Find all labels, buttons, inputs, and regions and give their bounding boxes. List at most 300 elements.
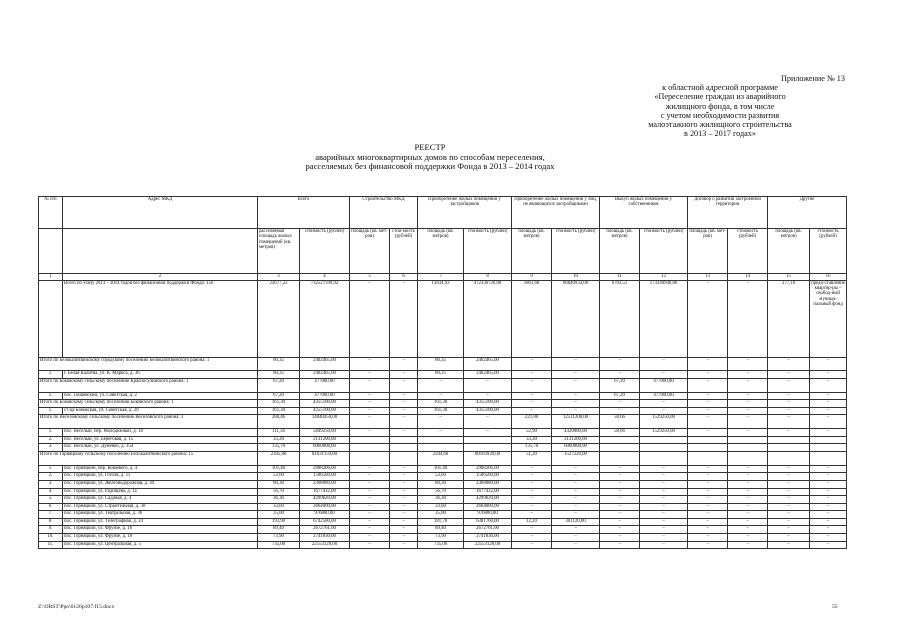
row-value: – xyxy=(350,280,390,357)
row-value: 976800,00 xyxy=(464,511,512,519)
total-row xyxy=(39,280,847,357)
header-area-resettled: расселяемая площадь жилых помещений (кв. метров) xyxy=(258,229,300,274)
row-value: – xyxy=(640,526,688,534)
row-value: – xyxy=(512,392,552,400)
row-value: – xyxy=(688,429,728,437)
row-value: 22553128,00 xyxy=(300,541,350,549)
table-row xyxy=(39,465,847,473)
table-row xyxy=(39,518,847,526)
row-number: 2. xyxy=(39,436,63,444)
row-value: – xyxy=(810,465,847,473)
row-value: – xyxy=(688,473,728,481)
row-value: – xyxy=(640,534,688,542)
row-value: 51,20 xyxy=(512,451,552,465)
row-value: – xyxy=(552,496,600,504)
row-number xyxy=(39,280,63,357)
row-value xyxy=(350,436,390,444)
row-value: – xyxy=(768,392,810,400)
row-value: – xyxy=(552,371,600,379)
row-number: 6. xyxy=(39,503,63,511)
row-value xyxy=(768,436,810,444)
row-value xyxy=(768,444,810,452)
row-value: – xyxy=(688,526,728,534)
row-value: 35,00 xyxy=(418,511,464,519)
row-value: – xyxy=(728,473,768,481)
row-value: – xyxy=(390,429,418,437)
row-value: – xyxy=(728,400,768,407)
row-value xyxy=(600,451,640,465)
row-label: Итого по Боковскому сельскому поселению Боковского района: 1 xyxy=(39,400,258,407)
row-number: 10. xyxy=(39,534,63,542)
row-value: – xyxy=(728,429,768,437)
row-value: – xyxy=(688,407,728,415)
row-value: 2988206,00 xyxy=(464,465,512,473)
row-number: 3. xyxy=(39,444,63,452)
row-number: 1. xyxy=(39,407,63,415)
row-value: – xyxy=(810,407,847,415)
row-value: – xyxy=(464,429,512,437)
header-address: Адрес МКД xyxy=(63,197,258,229)
header-area: площадь (кв. мет-ров) xyxy=(688,229,728,274)
row-value: – xyxy=(418,429,464,437)
row-value: – xyxy=(768,407,810,415)
row-value: 56,70 xyxy=(418,488,464,496)
row-value: 58,66 xyxy=(600,415,640,429)
row-value xyxy=(810,451,847,465)
row-value: 735,00 xyxy=(418,541,464,549)
row-value xyxy=(418,436,464,444)
row-value: – xyxy=(810,534,847,542)
row-value xyxy=(810,436,847,444)
row-value: 80,35 xyxy=(258,357,300,371)
row-value: – xyxy=(810,392,847,400)
row-value: 67,20 xyxy=(258,392,300,400)
row-value: – xyxy=(810,518,847,526)
row-value: – xyxy=(418,378,464,392)
row-value: 181,70 xyxy=(418,518,464,526)
row-value: – xyxy=(728,371,768,379)
row-number: 2. xyxy=(39,473,63,481)
row-value: 1586560,00 xyxy=(300,473,350,481)
table-row xyxy=(39,473,847,481)
row-value: – xyxy=(688,496,728,504)
row-value: – xyxy=(810,415,847,429)
row-value: 53,60 xyxy=(258,473,300,481)
row-value: 53,60 xyxy=(418,473,464,481)
row-value: 1861,68 xyxy=(512,280,552,357)
row-value: – xyxy=(728,526,768,534)
row-value: 111,56 xyxy=(258,429,300,437)
row-value: – xyxy=(728,392,768,400)
row-value: – xyxy=(418,392,464,400)
column-number: 13 xyxy=(688,274,728,281)
footer-file-path: Z:\ORST\Ppo\0126p107.f15.docx xyxy=(38,604,115,610)
row-value: – xyxy=(728,496,768,504)
row-value: 2368080,00 xyxy=(300,480,350,488)
row-value: – xyxy=(810,503,847,511)
row-value: – xyxy=(600,511,640,519)
subtotal-row xyxy=(39,451,847,465)
row-value: – xyxy=(552,407,600,415)
column-number: 15 xyxy=(768,274,810,281)
header-row-subcolumns xyxy=(39,229,847,274)
row-value: – xyxy=(810,541,847,549)
row-value: – xyxy=(512,371,552,379)
row-value: – xyxy=(390,392,418,400)
row-value: – xyxy=(810,496,847,504)
table-row xyxy=(39,503,847,511)
row-value: – xyxy=(640,473,688,481)
row-value xyxy=(640,451,688,465)
header-buyout: Выкуп жилых помещений у собственников xyxy=(600,197,688,229)
row-value: 161,30 xyxy=(258,400,300,407)
column-number: 2 xyxy=(63,274,258,281)
row-value: – xyxy=(768,371,810,379)
row-value: – xyxy=(350,400,390,407)
column-number: 1 xyxy=(39,274,63,281)
row-value: – xyxy=(688,465,728,473)
row-value: – xyxy=(768,429,810,437)
row-value: 277,10 xyxy=(768,280,810,357)
row-value: – xyxy=(350,357,390,371)
row-value: 2344,60 xyxy=(418,451,464,465)
header-area: площадь (кв. метров) xyxy=(418,229,464,274)
row-value: – xyxy=(810,526,847,534)
row-value: – xyxy=(600,503,640,511)
row-value: – xyxy=(640,407,688,415)
row-value xyxy=(688,444,728,452)
row-value: 6703,51 xyxy=(600,280,640,357)
row-value: 101,40 xyxy=(258,465,300,473)
row-value: – xyxy=(552,392,600,400)
row-value: 193,90 xyxy=(258,518,300,526)
row-value: – xyxy=(810,429,847,437)
row-value xyxy=(728,436,768,444)
row-value: – xyxy=(390,407,418,415)
row-value: 1677432,00 xyxy=(300,488,350,496)
appendix-line: малоэтажного жилищного строительства xyxy=(648,120,792,130)
row-value: – xyxy=(600,480,640,488)
row-value: – xyxy=(390,371,418,379)
row-value: 2672761,00 xyxy=(464,526,512,534)
row-number: 11. xyxy=(39,541,63,549)
appendix-line: к областной адресной программе xyxy=(662,83,778,93)
appendix-line: «Переселение граждан из аварийного xyxy=(654,92,786,102)
row-value xyxy=(768,451,810,465)
table-row xyxy=(39,511,847,519)
row-value: 33,20 xyxy=(512,436,552,444)
row-label: Итого по Белокалитвинскому городскому поселению Белокалитвинского района: 1 xyxy=(39,357,258,371)
row-label: пос. Веселый, пер. Молодежный, д. 18 xyxy=(63,429,258,437)
subtotal-row xyxy=(39,378,847,392)
row-label: ст-ца Боковская, ул. Советская, д. 29 xyxy=(63,407,258,415)
row-value: 732527599,92 xyxy=(300,280,350,357)
row-value: – xyxy=(768,518,810,526)
row-value: – xyxy=(512,407,552,415)
row-value: 361120,00 xyxy=(552,518,600,526)
row-value: – xyxy=(688,534,728,542)
row-value: – xyxy=(552,400,600,407)
row-value: – xyxy=(728,415,768,429)
row-value: 161,30 xyxy=(258,407,300,415)
header-construction: Строительство МКД xyxy=(350,197,418,229)
row-label: пос. Горняцкий, ул. Центральная, д. 5 xyxy=(63,541,258,549)
row-value: – xyxy=(600,465,640,473)
row-value: – xyxy=(390,480,418,488)
row-value: 73,90 xyxy=(418,534,464,542)
register-table xyxy=(38,196,847,549)
row-value: – xyxy=(600,407,640,415)
row-value: 22677,22 xyxy=(258,280,300,357)
row-number: 3. xyxy=(39,480,63,488)
row-label: пос. Горняцкий, ул. Фрунзе, д. 18 xyxy=(63,534,258,542)
row-value: – xyxy=(728,534,768,542)
row-value: – xyxy=(640,465,688,473)
row-number: 9. xyxy=(39,526,63,534)
row-value: 86840933,06 xyxy=(552,280,600,357)
row-label: Итого по Горняцкому сельскому поселению Белокалитвинского района: 15 xyxy=(39,451,258,465)
row-value: 12,20 xyxy=(512,518,552,526)
row-value: 67,20 xyxy=(258,378,300,392)
row-value: 4299620,00 xyxy=(300,496,350,504)
column-number: 7 xyxy=(418,274,464,281)
row-number: 8. xyxy=(39,518,63,526)
row-value: – xyxy=(728,378,768,392)
row-value: – xyxy=(512,503,552,511)
table-row xyxy=(39,407,847,415)
row-value: – xyxy=(512,496,552,504)
row-label: г. Белая Калитва, ул. К. Маркса, д. 36 xyxy=(63,371,258,379)
column-number: 3 xyxy=(258,274,300,281)
row-label: пос. Горняцкий, ул. Строительная, д. 38 xyxy=(63,503,258,511)
row-value: – xyxy=(688,541,728,549)
table-row xyxy=(39,488,847,496)
row-value: 161,30 xyxy=(418,407,464,415)
row-value: 80,30 xyxy=(258,480,300,488)
row-number: 4. xyxy=(39,488,63,496)
row-value: 1677432,00 xyxy=(464,488,512,496)
row-value: – xyxy=(728,511,768,519)
row-value: – xyxy=(640,518,688,526)
column-number: 12 xyxy=(640,274,688,281)
header-cost: стоимость (рублей) xyxy=(552,229,600,274)
row-value xyxy=(600,444,640,452)
row-value: 36,30 xyxy=(418,496,464,504)
row-value: – xyxy=(552,465,600,473)
row-value: 1586560,00 xyxy=(464,473,512,481)
row-value: – xyxy=(390,511,418,519)
row-value: – xyxy=(552,480,600,488)
row-value: – xyxy=(810,511,847,519)
row-value: – xyxy=(350,480,390,488)
row-value: – xyxy=(688,480,728,488)
row-value: 6060008,00 xyxy=(300,444,350,452)
column-number: 14 xyxy=(728,274,768,281)
row-value: – xyxy=(552,488,600,496)
row-value: 2402465,00 xyxy=(464,371,512,379)
table-row xyxy=(39,436,847,444)
row-value: – xyxy=(768,534,810,542)
header-area: площадь (кв. метров) xyxy=(768,229,810,274)
row-value: 4355100,00 xyxy=(300,400,350,407)
row-value: – xyxy=(810,371,847,379)
row-value: – xyxy=(390,534,418,542)
column-number: 5 xyxy=(350,274,390,281)
header-purchase-others: Приобретение жилых помещений у лиц, не являющихся застройщиками xyxy=(512,197,600,229)
table-row xyxy=(39,480,847,488)
header-area: площадь (кв. метров) xyxy=(512,229,552,274)
row-value: – xyxy=(768,400,810,407)
row-value: – xyxy=(728,541,768,549)
row-value: 73,90 xyxy=(258,534,300,542)
table-row xyxy=(39,444,847,452)
row-value: 2368080,00 xyxy=(464,480,512,488)
row-value: – xyxy=(552,378,600,392)
row-number: 1. xyxy=(39,392,63,400)
header-cost: стоимость (рублей) xyxy=(300,229,350,274)
row-value: 52,90 xyxy=(512,429,552,437)
row-value xyxy=(418,444,464,452)
row-label: пос. Горняцкий, ул. Радищева, д. 1а xyxy=(63,488,258,496)
row-value: 6742580,00 xyxy=(300,518,350,526)
row-value: – xyxy=(350,392,390,400)
row-value: 56,70 xyxy=(258,488,300,496)
row-value: 33,60 xyxy=(258,503,300,511)
row-value: – xyxy=(810,400,847,407)
row-label: пос. Горняцкий, ул. Железнодорожная, д. 49 xyxy=(63,480,258,488)
row-value: – xyxy=(512,488,552,496)
subtotal-row xyxy=(39,400,847,407)
row-value: 4355100,00 xyxy=(464,407,512,415)
row-value xyxy=(728,451,768,465)
column-number: 9 xyxy=(512,274,552,281)
row-value: 67,20 xyxy=(600,392,640,400)
row-value: 2741830,00 xyxy=(300,534,350,542)
row-value: – xyxy=(350,415,390,429)
row-value: – xyxy=(552,473,600,481)
row-value xyxy=(688,436,728,444)
row-value: 477000,00 xyxy=(300,378,350,392)
row-value: – xyxy=(728,407,768,415)
row-value: – xyxy=(512,541,552,549)
row-value: – xyxy=(728,465,768,473)
row-value xyxy=(390,436,418,444)
row-number: 1. xyxy=(39,429,63,437)
row-value: 81631159,00 xyxy=(300,451,350,465)
table-row xyxy=(39,526,847,534)
row-value: – xyxy=(688,511,728,519)
column-number: 16 xyxy=(810,274,847,281)
row-value xyxy=(688,451,728,465)
row-value: – xyxy=(552,534,600,542)
row-value: – xyxy=(390,518,418,526)
row-value: – xyxy=(350,496,390,504)
row-value: – xyxy=(512,357,552,371)
row-value: 135,70 xyxy=(258,444,300,452)
table-row xyxy=(39,496,847,504)
row-value: 4320000,00 xyxy=(552,429,600,437)
row-value: – xyxy=(512,480,552,488)
row-value: – xyxy=(600,400,640,407)
appendix-line: Приложение № 13 xyxy=(780,74,845,83)
row-value: – xyxy=(810,473,847,481)
table-row xyxy=(39,371,847,379)
header-agreement: Договор о развитии застроенной территории xyxy=(688,197,768,229)
appendix-block xyxy=(560,74,880,138)
row-value: – xyxy=(728,280,768,357)
column-number: 6 xyxy=(390,274,418,281)
row-value: – xyxy=(688,357,728,371)
row-label: пос. Горняцкий, ул. Фрунзе, д. 16 xyxy=(63,526,258,534)
row-value: 2395,80 xyxy=(258,451,300,465)
row-value: – xyxy=(512,511,552,519)
row-value: 58,66 xyxy=(600,429,640,437)
row-value: – xyxy=(350,371,390,379)
row-number: 1. xyxy=(39,371,63,379)
row-label: пос. Горняцкий, ул. Театральная, д. 36 xyxy=(63,511,258,519)
row-value: – xyxy=(552,511,600,519)
row-value xyxy=(640,436,688,444)
table-row xyxy=(39,429,847,437)
row-value: – xyxy=(768,473,810,481)
row-value: 33,60 xyxy=(418,503,464,511)
row-value: – xyxy=(810,488,847,496)
row-value: 12511208,00 xyxy=(552,415,600,429)
row-value: 4355100,00 xyxy=(464,400,512,407)
row-value xyxy=(350,444,390,452)
row-value: – xyxy=(350,473,390,481)
row-label: Итого по Боковскому сельскому поселению Красносулинского района: 1 xyxy=(39,378,258,392)
row-value xyxy=(464,436,512,444)
row-value xyxy=(350,451,390,465)
row-value: – xyxy=(600,526,640,534)
row-value: 35,00 xyxy=(258,511,300,519)
row-value: – xyxy=(512,526,552,534)
row-value: – xyxy=(350,511,390,519)
row-value: – xyxy=(728,503,768,511)
row-value: – xyxy=(512,378,552,392)
row-value: – xyxy=(390,488,418,496)
row-value: – xyxy=(390,415,418,429)
row-value: – xyxy=(390,400,418,407)
row-number: 1. xyxy=(39,465,63,473)
row-value: 89,40 xyxy=(258,526,300,534)
row-value: – xyxy=(600,371,640,379)
row-value: – xyxy=(810,357,847,371)
row-value: 735,00 xyxy=(258,541,300,549)
row-value: – xyxy=(600,534,640,542)
column-number: 10 xyxy=(552,274,600,281)
column-number: 8 xyxy=(464,274,512,281)
row-value: 161,30 xyxy=(418,400,464,407)
row-value: – xyxy=(512,465,552,473)
row-value: – xyxy=(768,541,810,549)
appendix-line: в 2013 – 2017 годах» xyxy=(684,129,756,139)
row-value: – xyxy=(688,371,728,379)
row-value: – xyxy=(418,415,464,429)
row-value: 4299620,00 xyxy=(464,496,512,504)
row-value: 2402465,00 xyxy=(464,357,512,371)
row-label: пос. Веселый, ул. Думенко, д. 154 xyxy=(63,444,258,452)
row-value: – xyxy=(640,357,688,371)
row-value: 1529250,00 xyxy=(640,415,688,429)
row-value: – xyxy=(390,465,418,473)
row-value: – xyxy=(512,400,552,407)
row-value xyxy=(390,444,418,452)
row-label: Итого по Веселовскому сельскому поселению Веселовского района: 3 xyxy=(39,415,258,429)
row-value: – xyxy=(728,357,768,371)
row-value: – xyxy=(464,392,512,400)
